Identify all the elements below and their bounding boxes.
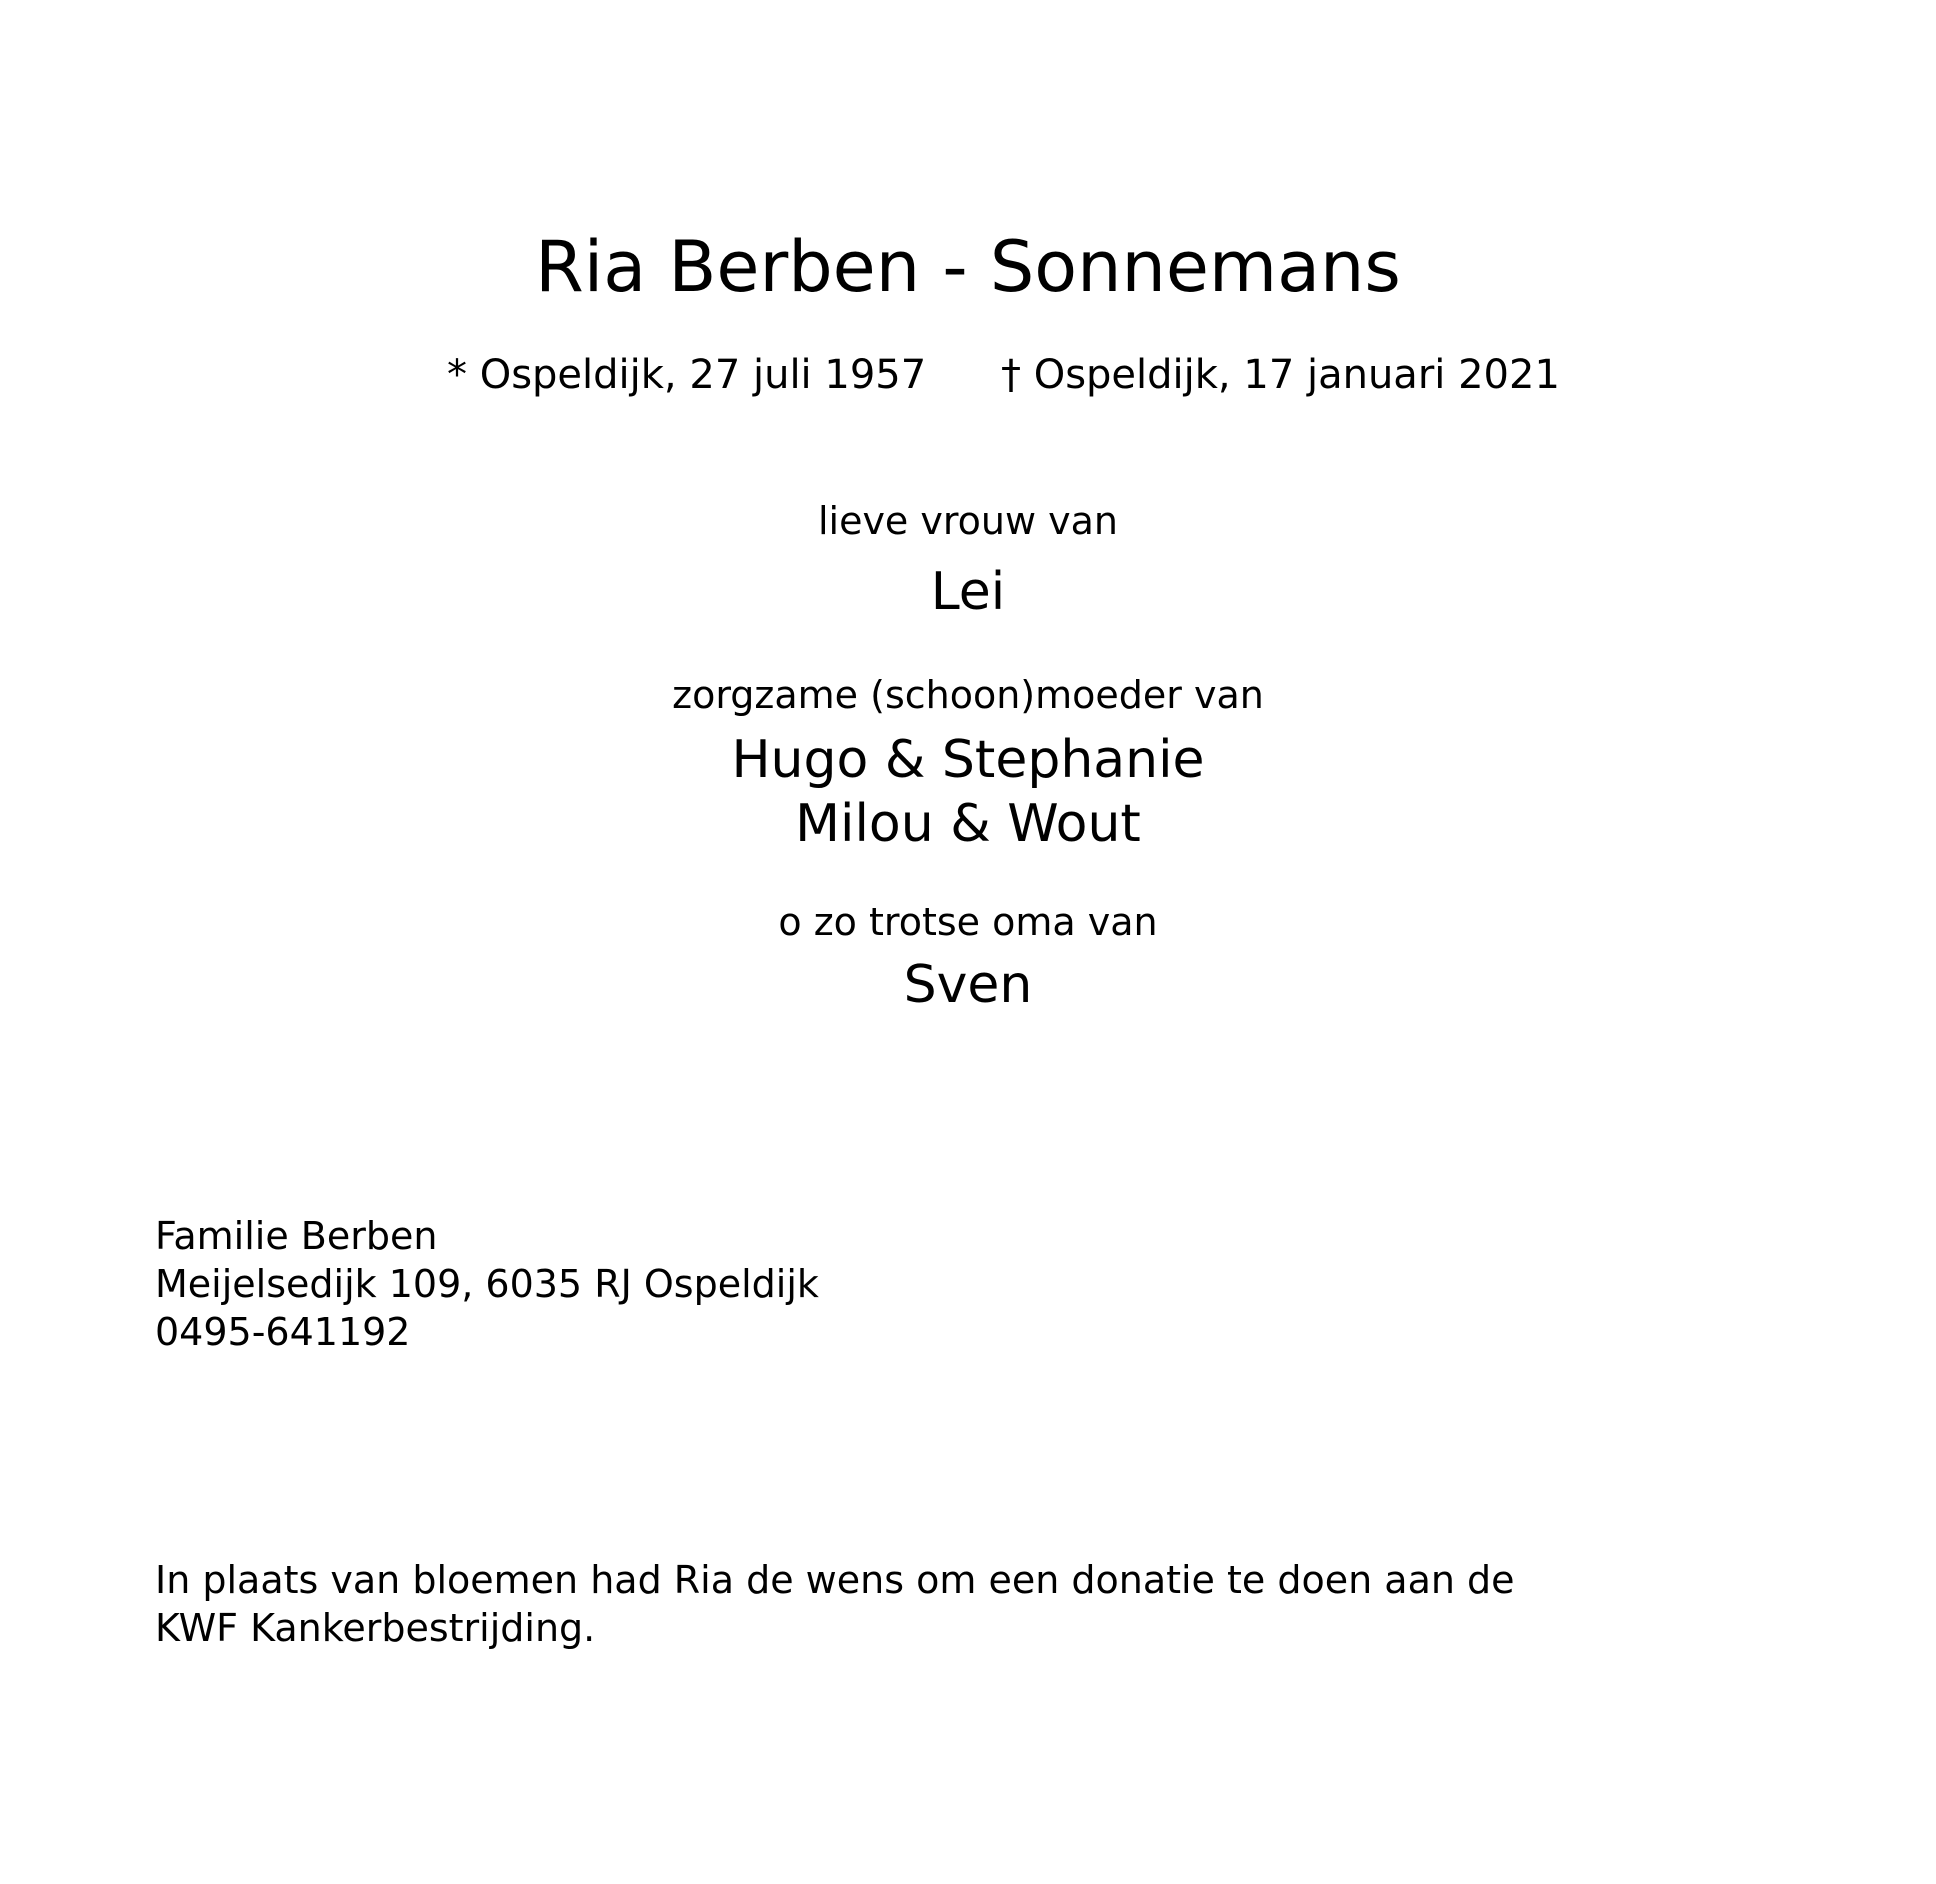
birth-date: * Ospeldijk, 27 juli 1957 — [447, 352, 927, 398]
donation-note — [155, 1556, 1515, 1652]
spouse-intro: lieve vrouw van — [817, 499, 1119, 543]
contact-address: Meijelsedijk 109, 6035 RJ Ospeldijk — [155, 1262, 819, 1306]
contact-phone: 0495-641192 — [155, 1310, 411, 1354]
children-name: Milou & Wout — [795, 794, 1141, 854]
contact-block — [155, 1212, 819, 1356]
spouse-name: Lei — [930, 562, 1006, 622]
donation-note-line: KWF Kankerbestrijding. — [155, 1606, 596, 1650]
children-name: Hugo & Stephanie — [731, 730, 1205, 790]
grandchild-name: Sven — [903, 955, 1033, 1015]
death-date: † Ospeldijk, 17 januari 2021 — [1001, 352, 1560, 398]
children-intro: zorgzame (schoon)moeder van — [672, 673, 1264, 717]
deceased-name-title: Ria Berben - Sonnemans — [535, 226, 1401, 308]
contact-name: Familie Berben — [155, 1214, 438, 1258]
grandchildren-intro: o zo trotse oma van — [778, 900, 1158, 944]
donation-note-line: In plaats van bloemen had Ria de wens om een donatie te doen aan de — [155, 1558, 1515, 1602]
